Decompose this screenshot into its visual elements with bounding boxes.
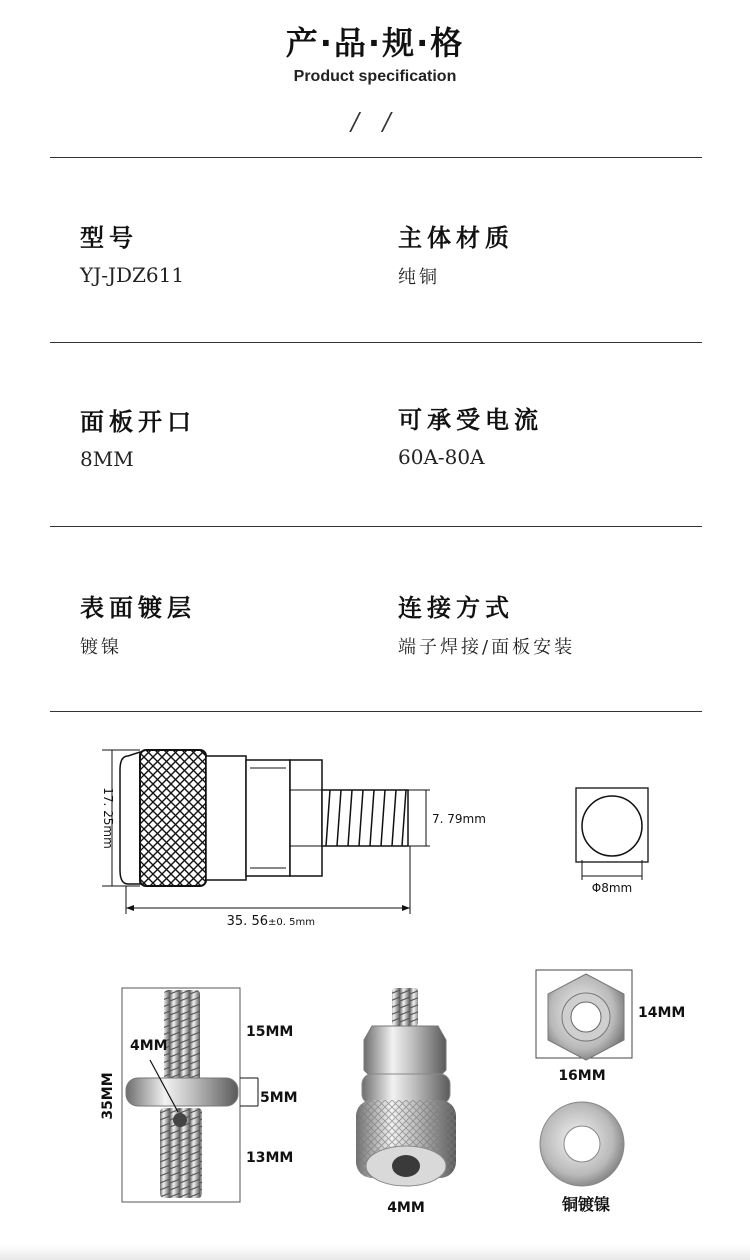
divider <box>50 526 702 527</box>
washer-photo <box>540 1102 624 1214</box>
length-tolerance: ±0. 5mm <box>268 917 315 928</box>
socket-photo <box>356 988 456 1216</box>
spec-label: 主体材质 <box>398 224 514 252</box>
spec-label: 表面镀层 <box>80 594 196 622</box>
technical-drawing <box>0 730 750 940</box>
spec-value: 镀镍 <box>80 637 122 658</box>
stud-photo <box>100 988 298 1202</box>
divider <box>50 342 702 343</box>
spec-plating <box>80 588 196 659</box>
page-subtitle: Product specification <box>293 68 457 85</box>
total-length-label: 35MM <box>100 1072 116 1120</box>
spec-label: 可承受电流 <box>398 406 543 434</box>
spec-value: 纯铜 <box>398 267 440 288</box>
spec-connection <box>398 588 575 659</box>
spec-label: 连接方式 <box>398 594 514 622</box>
decorative-slashes: / / <box>351 108 399 136</box>
spec-current <box>398 400 543 469</box>
spec-panel-opening <box>80 402 196 471</box>
spec-model <box>80 218 184 287</box>
bottom-thread-label: 13MM <box>246 1150 294 1166</box>
knurled-grip <box>140 750 206 886</box>
spec-label: 面板开口 <box>80 408 196 436</box>
nut-width-label: 16MM <box>558 1068 606 1084</box>
nut-photo <box>536 970 685 1084</box>
hole-size-label: 4MM <box>130 1038 168 1054</box>
page-title: 产·品·规·格 <box>285 24 465 62</box>
flange-label: 5MM <box>260 1090 298 1106</box>
nut-height-label: 14MM <box>638 1005 686 1021</box>
top-thread-label: 15MM <box>246 1024 294 1040</box>
spec-value: 8MM <box>80 447 134 471</box>
product-photos <box>0 960 750 1245</box>
spec-label: 型号 <box>80 224 138 252</box>
height-dimension: 17. 25mm <box>101 787 115 849</box>
spec-value: 60A-80A <box>398 445 485 469</box>
spec-material <box>398 218 514 289</box>
divider <box>50 711 702 712</box>
socket-hole-label: 4MM <box>387 1200 425 1216</box>
bottom-shadow <box>0 1245 750 1260</box>
divider <box>50 157 702 158</box>
spec-value: YJ-JDZ611 <box>80 263 185 287</box>
length-dimension: 35. 56 <box>226 914 268 929</box>
hole-dimension: Φ8mm <box>591 881 633 895</box>
washer-caption: 铜镀镍 <box>561 1195 611 1214</box>
panel-hole-circle <box>582 796 642 856</box>
spec-value: 端子焊接/面板安装 <box>398 637 576 658</box>
thread-dimension: 7. 79mm <box>432 812 486 826</box>
